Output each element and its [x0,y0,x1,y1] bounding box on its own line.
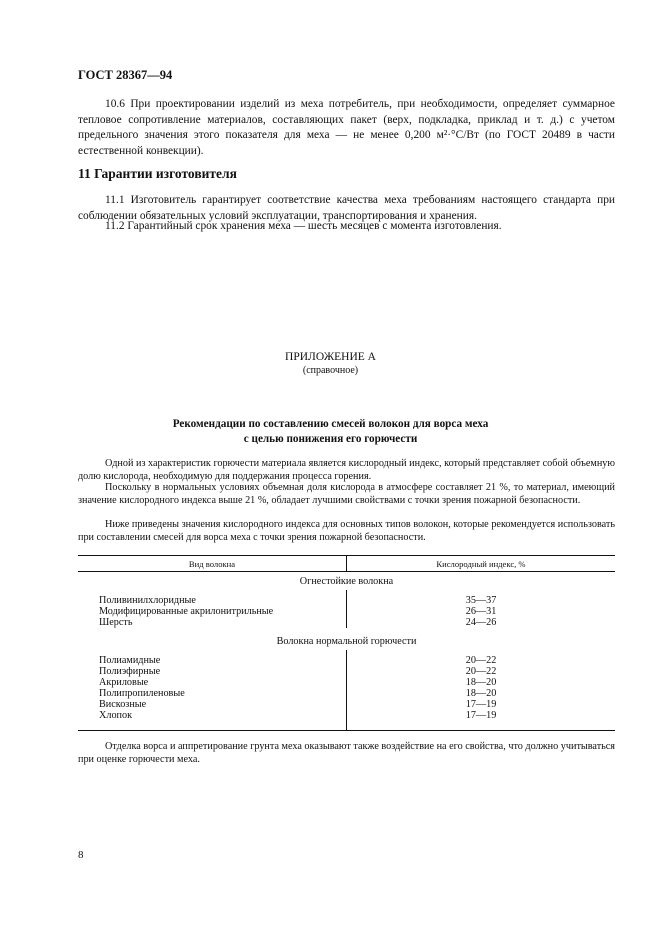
group-title-fire-resistant: Огнестойкие волокна [299,576,394,587]
table-row-value: 20—22 [465,666,497,677]
table-row-value: 18—20 [465,688,497,699]
paragraph-11-2: 11.2 Гарантийный срок хранения меха — шесть месяцев с момента изготовления. [105,220,502,232]
table-row-fiber: Поливинилхлоридные [99,595,196,606]
table-row-value: 17—19 [465,710,497,721]
page-number: 8 [78,849,84,861]
table-row-value: 26—31 [465,606,497,617]
appendix-closing-paragraph: Отделка ворса и аппретирование грунта меха оказывают также воздействие на его свойства, что должно учитываться при оценке горючести меха. [78,741,615,765]
table-header-row [78,556,615,572]
column-header-index: Кислородный индекс, % [436,559,526,569]
table-row-value: 24—26 [465,617,497,628]
table-row-fiber: Акриловые [99,677,149,688]
table-row-fiber: Хлопок [99,710,133,721]
recommendations-title-line2: с целью понижения его горючести [243,433,418,445]
table-row-fiber: Шерсть [99,617,133,628]
table-row-fiber: Полипропиленовые [99,688,185,699]
table-row-value: 35—37 [465,595,497,606]
oxygen-index-table [78,555,615,731]
table-row-value: 20—22 [465,655,497,666]
document-code: ГОСТ 28367—94 [78,68,173,82]
table-row-fiber: Вискозные [99,699,147,710]
section-11-heading: 11 Гарантии изготовителя [78,166,237,181]
column-header-fiber: Вид волокна [188,559,236,569]
appendix-paragraph-2: Поскольку в нормальных условиях объемная доля кислорода в атмосфере составляет 21 %, то материал, имеющий значение кислородного индекса выше 21 %, обладает лучшими свойствами с точки зрения пожарной безопасности. [78,482,615,506]
appendix-subtitle: (справочное) [302,365,359,376]
paragraph-11-1: 11.1 Изготовитель гарантирует соответствие качества меха требованиям настоящего стандарта при соблюдении обязательных условий эксплуатации, транспортирования и хранения. [78,194,615,222]
paragraph-10-6: 10.6 При проектировании изделий из меха потребитель, при необходимости, определяет суммарное тепловое сопротивление материалов, составляющих пакет (верх, подкладка, приклад и т. д.) с учетом предельного значения этого показателя для меха — не менее 0,200 м²·°С/Вт (по ГОСТ 20489 в части естественной конвекции). [78,98,615,157]
table-row-fiber: Модифицированные акрилонитрильные [99,606,274,617]
appendix-paragraph-3: Ниже приведены значения кислородного индекса для основных типов волокон, которые рекомендуется использовать при составлении смесей для ворса меха с точки зрения пожарной безопасности. [78,519,615,543]
appendix-paragraph-1: Одной из характеристик горючести материала является кислородный индекс, который представляет собой объемную долю кислорода, необходимую для поддержания процесса горения. [78,458,615,482]
table-row-fiber: Полиамидные [99,655,161,666]
table-row-fiber: Полиэфирные [99,666,161,677]
table-row-value: 17—19 [465,699,497,710]
recommendations-title [0,417,661,447]
group-title-normal-flammability: Волокна нормальной горючести [276,636,417,647]
recommendations-title-line1: Рекомендации по составлению смесей волокон для ворса меха [172,418,489,430]
appendix-title: ПРИЛОЖЕНИЕ А [285,351,376,363]
table-row-value: 18—20 [465,677,497,688]
